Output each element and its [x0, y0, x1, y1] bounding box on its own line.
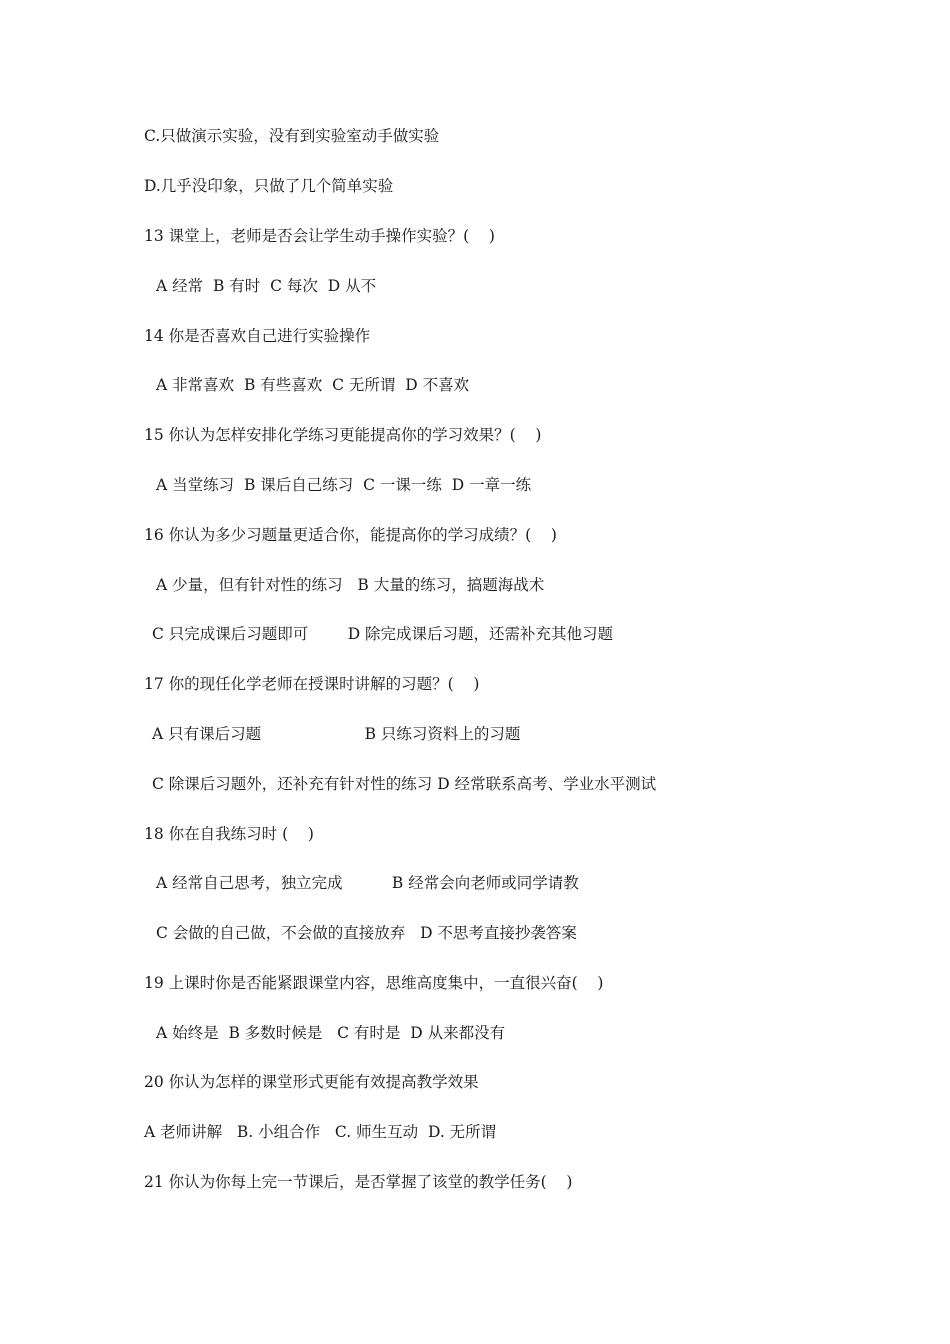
question-14: 14 你是否喜欢自己进行实验操作: [144, 327, 371, 345]
question-15-options: A 当堂练习 B 课后自己练习 C 一课一练 D 一章一练: [156, 476, 532, 494]
question-16-options-ab: A 少量，但有针对性的练习 B 大量的练习，搞题海战术: [156, 576, 545, 594]
question-13: 13 课堂上，老师是否会让学生动手操作实验？( ): [144, 227, 495, 245]
question-19: 19 上课时你是否能紧跟课堂内容，思维高度集中，一直很兴奋( ): [144, 974, 604, 992]
question-17-options-cd: C 除课后习题外，还补充有针对性的练习 D 经常联系高考、学业水平测试: [152, 775, 657, 793]
question-15: 15 你认为怎样安排化学练习更能提高你的学习效果？( ): [144, 426, 542, 444]
question-20: 20 你认为怎样的课堂形式更能有效提高教学效果: [144, 1073, 479, 1091]
question-18-options-cd: C 会做的自己做，不会做的直接放弃 D 不思考直接抄袭答案: [156, 924, 577, 942]
question-16-options-cd: C 只完成课后习题即可 D 除完成课后习题，还需补充其他习题: [152, 625, 614, 643]
option-c-text: C.只做演示实验，没有到实验室动手做实验: [144, 127, 440, 145]
question-16: 16 你认为多少习题量更适合你，能提高你的学习成绩？( ): [144, 526, 557, 544]
question-14-options: A 非常喜欢 B 有些喜欢 C 无所谓 D 不喜欢: [156, 376, 470, 394]
question-20-options: A 老师讲解 B. 小组合作 C. 师生互动 D. 无所谓: [144, 1123, 497, 1141]
question-19-options: A 始终是 B 多数时候是 C 有时是 D 从来都没有: [156, 1024, 506, 1042]
question-18-options-ab: A 经常自己思考，独立完成 B 经常会向老师或同学请教: [156, 874, 579, 892]
question-17: 17 你的现任化学老师在授课时讲解的习题？( ): [144, 675, 480, 693]
question-13-options: A 经常 B 有时 C 每次 D 从不: [156, 277, 377, 295]
question-18: 18 你在自我练习时 ( ): [144, 825, 314, 843]
question-17-options-ab: A 只有课后习题 B 只练习资料上的习题: [152, 725, 521, 743]
option-d-text: D.几乎没印象，只做了几个简单实验: [144, 177, 394, 195]
question-21: 21 你认为你每上完一节课后，是否掌握了该堂的教学任务( ): [144, 1173, 573, 1191]
